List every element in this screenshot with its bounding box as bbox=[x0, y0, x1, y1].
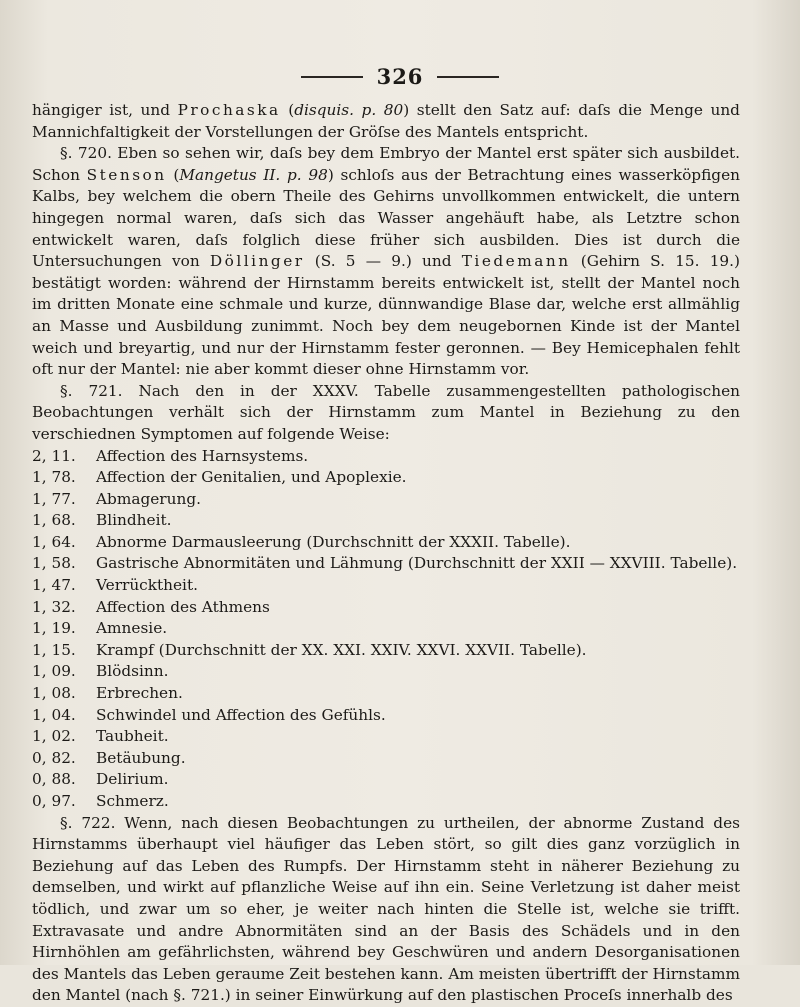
page-number: 326 bbox=[376, 64, 424, 89]
paragraph bbox=[32, 143, 740, 381]
ratio-value: 2, 11. bbox=[32, 446, 76, 465]
author-name: Prochaska bbox=[177, 101, 281, 119]
text-run: §. 720. Eben so sehen wir, daſs bey dem Embryo der Mantel erst später sich ausbildet. Schon bbox=[32, 144, 740, 184]
list-item bbox=[32, 446, 740, 468]
list-item bbox=[32, 705, 740, 727]
list-item bbox=[32, 726, 740, 748]
list-item bbox=[32, 791, 740, 813]
list-item bbox=[32, 618, 740, 640]
ratio-value: 1, 68. bbox=[32, 511, 76, 530]
paragraphs bbox=[32, 100, 740, 446]
ratio-value: 1, 04. bbox=[32, 705, 76, 724]
ratio-value: 1, 64. bbox=[32, 532, 76, 551]
text-run: (Gehirn S. 15. 19.) bestätigt worden: während der Hirnstamm bereits entwickelt ist, stellt der Mantel noch im dritten Monate eine schmale und kurze, dünnwandige Blase dar, welche erst allmählig an Masse und Ausbildung zunimmt. Noch bey dem neugebornen Kinde ist der Mantel weich und breyartig, und nur der Hirnstamm fester geronnen. — Bey Hemicephalen fehlt oft nur der Mantel: nie aber kommt dieser ohne Hirnstamm vor. bbox=[32, 252, 740, 379]
text-run: ( bbox=[280, 101, 295, 119]
list-item bbox=[32, 489, 740, 511]
body-text bbox=[32, 100, 740, 1007]
ratio-value: 0, 97. bbox=[32, 792, 76, 810]
symptom-label: Krampf (Durchschnitt der XX. XXI. XXIV. XXVI. XXVII. Tabelle). bbox=[96, 640, 587, 659]
ratio-value: 1, 08. bbox=[32, 684, 76, 703]
text-run: ) schloſs aus der Betrachtung eines wasserköpfigen Kalbs, bey welchem die obern Theile des Gehirns unvollkommen entwickelt, die untern hingegen normal waren, daſs sich das Wasser angehäuft habe, als Letztre schon entwickelt waren, daſs folglich diese früher sich ausbilden. Dies ist durch die Untersuchungen von bbox=[32, 165, 741, 271]
header-rule-left bbox=[301, 76, 363, 78]
symptom-label: Betäubung. bbox=[96, 748, 186, 767]
page-header bbox=[0, 64, 800, 89]
ratio-value: 1, 02. bbox=[32, 727, 76, 746]
symptom-label: Abnorme Darmausleerung (Durchschnitt der XXXII. Tabelle). bbox=[96, 532, 571, 551]
text-run: (S. 5 — 9.) und bbox=[304, 252, 462, 271]
list-item bbox=[32, 510, 740, 532]
ratio-value: 1, 47. bbox=[32, 576, 76, 595]
citation: disquis. p. 80 bbox=[294, 101, 404, 119]
list-item bbox=[32, 532, 740, 554]
symptom-label: Blindheit. bbox=[96, 511, 172, 530]
text-run: §. 721. Nach den in der XXXV. Tabelle zusammengestellten pathologischen Beobachtungen verhält sich der Hirnstamm zum Mantel in Beziehung zu den verschiednen Symptomen auf folgende Weise: bbox=[32, 381, 740, 443]
author-name: Tiedemann bbox=[461, 252, 571, 271]
symptom-label: Amnesie. bbox=[96, 619, 168, 638]
ratio-list bbox=[32, 446, 740, 813]
paragraph bbox=[32, 381, 740, 446]
list-item bbox=[32, 640, 740, 662]
ratio-value: 1, 09. bbox=[32, 662, 76, 681]
list-item bbox=[32, 769, 740, 791]
ratio-value: 1, 15. bbox=[32, 640, 76, 659]
list-item bbox=[32, 575, 740, 597]
symptom-label: Affection des Harnsystems. bbox=[96, 446, 309, 465]
author-name: Stenson bbox=[86, 165, 167, 184]
text-run: ( bbox=[166, 165, 180, 184]
paragraph bbox=[32, 100, 740, 143]
paragraph-722: §. 722. Wenn, nach diesen Beobachtungen zu urtheilen, der abnorme Zustand des Hirnstamms überhaupt viel häufiger das Leben stört, so gilt dies ganz vorzüglich in Beziehung auf das Leben des Rumpfs. Der Hirnstamm steht in näherer Beziehung zu demselben, und wirkt auf pflanzliche Weise auf ihn ein. Seine Verletzung ist daher meist tödlich, und zwar um so eher, je weiter nach hinten die Stelle ist, welche sie trifft. Extravasate und andre Abnormitäten sind an der Basis des Schädels und in den Hirnhöhlen am gefährlichsten, während bey Geschwüren und andern Desorganisationen des Mantels das Leben geraume Zeit bestehen kann. Am meisten übertrifft der Hirnstamm den Mantel (nach §. 721.) in seiner Einwürkung auf den plastischen Proceſs innerhalb des bbox=[32, 813, 740, 1005]
symptom-label: Erbrechen. bbox=[96, 684, 183, 703]
symptom-label: Delirium. bbox=[96, 770, 169, 789]
ratio-value: 1, 19. bbox=[32, 619, 76, 638]
symptom-label: Schmerz. bbox=[96, 792, 169, 810]
symptom-label: Abmagerung. bbox=[96, 489, 201, 508]
ratio-value: 0, 88. bbox=[32, 770, 76, 789]
ratio-value: 1, 32. bbox=[32, 597, 76, 616]
text-run: ) stellt den Satz auf: daſs die Menge und Mannichfaltigkeit der Vorstellungen der Gröſse des Mantels entspricht. bbox=[32, 101, 740, 141]
list-item bbox=[32, 597, 740, 619]
list-item bbox=[32, 661, 740, 683]
citation: Mangetus II. p. 98 bbox=[179, 165, 328, 184]
symptom-label: Affection der Genitalien, und Apoplexie. bbox=[96, 468, 407, 487]
list-item bbox=[32, 553, 740, 575]
list-item bbox=[32, 748, 740, 770]
symptom-label: Taubheit. bbox=[96, 727, 169, 746]
symptom-label: Schwindel und Affection des Gefühls. bbox=[96, 705, 386, 724]
list-item bbox=[32, 467, 740, 489]
symptom-label: Blödsinn. bbox=[96, 662, 169, 681]
ratio-value: 1, 78. bbox=[32, 468, 76, 487]
author-name: Döllinger bbox=[209, 252, 305, 271]
list-item bbox=[32, 683, 740, 705]
symptom-label: Affection des Athmens bbox=[96, 597, 270, 616]
symptom-label: Gastrische Abnormitäten und Lähmung (Durchschnitt der XXII — XXVIII. Tabelle). bbox=[96, 554, 738, 573]
symptom-label: Verrücktheit. bbox=[96, 576, 198, 595]
text-run: hängiger ist, und bbox=[32, 101, 178, 119]
ratio-value: 1, 77. bbox=[32, 489, 76, 508]
header-rule-right bbox=[437, 76, 499, 78]
ratio-value: 1, 58. bbox=[32, 554, 76, 573]
ratio-value: 0, 82. bbox=[32, 748, 76, 767]
